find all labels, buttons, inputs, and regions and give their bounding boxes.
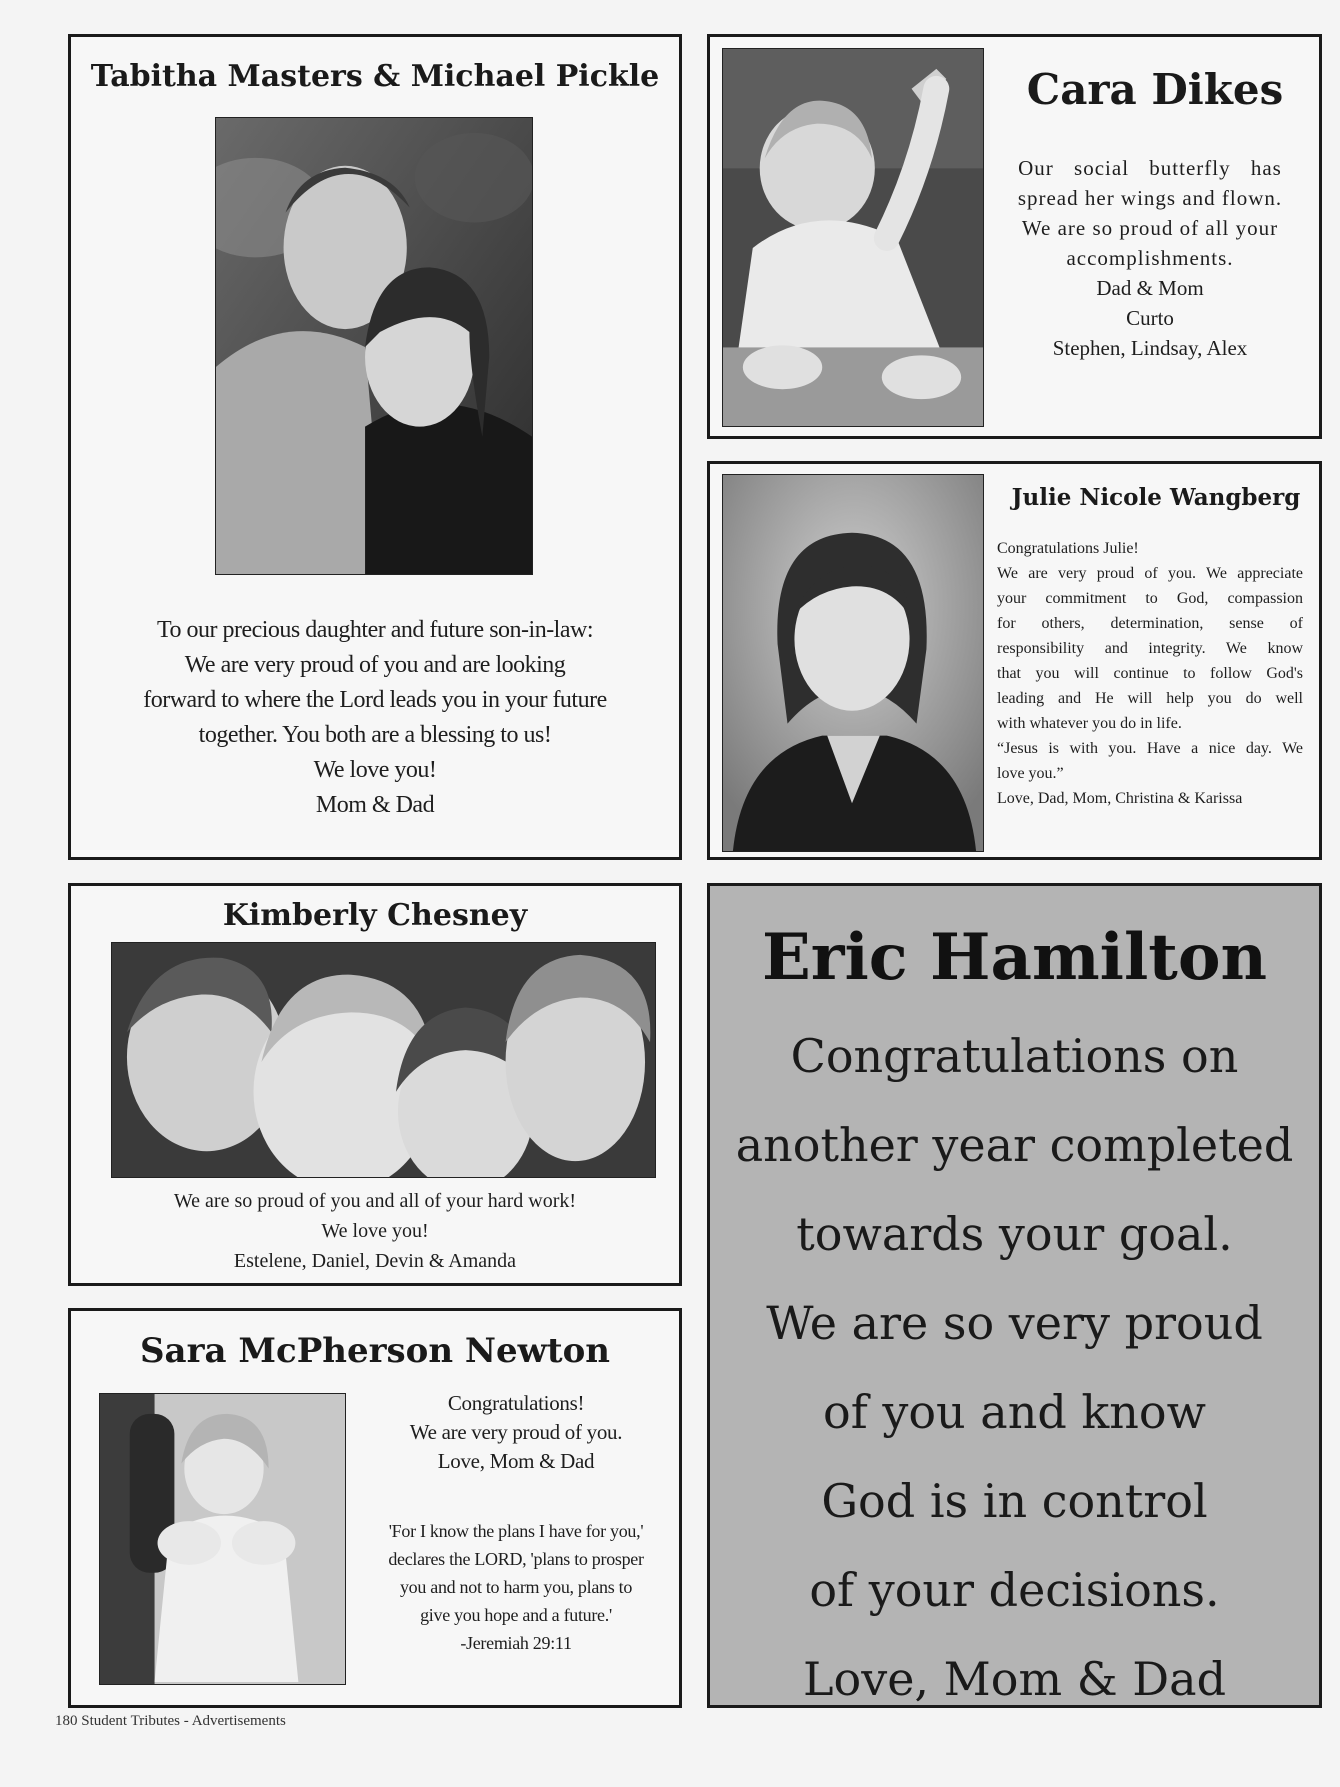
tribute-message [71,1186,679,1276]
tribute-message [997,536,1303,811]
message-line: Dad & Mom [1096,276,1204,300]
verse-line: you and not to harm you, plans to [399,1577,633,1597]
message-line: God is in control [821,1474,1208,1528]
message-line: Stephen, Lindsay, Alex [1052,336,1248,360]
tribute-message [710,1012,1319,1724]
tribute-message [91,613,659,823]
verse-line: -Jeremiah 29:11 [460,1633,572,1653]
message-line: together. You both are a blessing to us! [198,722,552,748]
message-line: of your decisions. [809,1563,1220,1617]
tribute-name: Cara Dikes [1026,65,1284,114]
tribute-julie-wangberg [707,461,1322,860]
message-line: Love, Mom & Dad [802,1652,1227,1706]
baby-photo [722,48,984,427]
family-photo [111,942,656,1178]
message-line: your commitment to God, compassion [997,590,1303,607]
message-line: We are so proud of you and all of your hard work! [173,1190,577,1212]
message-line: Congratulations Julie! [997,540,1139,557]
message-line: towards your goal. [796,1207,1233,1261]
portrait-photo [722,474,984,852]
message-line: Mom & Dad [315,792,435,818]
tribute-name: Tabitha Masters & Michael Pickle [90,59,660,94]
message-line: We are very proud of you. [409,1420,623,1444]
message-line: Our social butterfly has [1018,156,1282,180]
message-line: that you will continue to follow God's [997,665,1303,682]
message-line: leading and He will help you do well [997,690,1303,707]
message-line: We are very proud of you and are looking [184,652,566,678]
bible-verse [371,1517,661,1657]
message-line: forward to where the Lord leads you in your future [143,687,607,713]
message-line: another year completed [735,1118,1294,1172]
message-line: with whatever you do in life. [997,715,1182,732]
message-line: love you.” [997,765,1064,782]
tribute-name: Sara McPherson Newton [140,1331,610,1371]
tribute-message [1000,153,1300,363]
tribute-message [371,1389,661,1476]
page-footer: 180 Student Tributes - Advertisements [55,1713,286,1729]
tribute-name: Kimberly Chesney [222,898,528,933]
tribute-name: Julie Nicole Wangberg [1011,484,1301,511]
child-photo [99,1393,346,1685]
message-line: Estelene, Daniel, Devin & Amanda [233,1250,517,1272]
verse-line: 'For I know the plans I have for you,' [388,1521,644,1541]
message-line: Congratulations on [790,1029,1239,1083]
message-line: We love you! [321,1220,429,1242]
message-line: “Jesus is with you. Have a nice day. We [997,740,1303,757]
message-line: Curto [1126,306,1174,330]
message-line: We love you! [313,757,437,783]
message-line: responsibility and integrity. We know [997,640,1303,657]
couple-photo [215,117,533,575]
tribute-name: Eric Hamilton [761,920,1268,995]
message-line: Congratulations! [447,1391,585,1415]
message-line: for others, determination, sense of [997,615,1303,632]
message-line: Love, Dad, Mom, Christina & Karissa [997,790,1243,807]
message-line: To our precious daughter and future son-in-law: [156,617,593,643]
verse-line: declares the LORD, 'plans to prosper [388,1549,644,1569]
message-line: We are very proud of you. We appreciate [997,565,1303,582]
tribute-kimberly-chesney [68,883,682,1286]
message-line: Love, Mom & Dad [437,1449,595,1473]
tribute-eric-hamilton [707,883,1322,1708]
message-line: We are so very proud [766,1296,1263,1350]
tribute-tabitha-michael [68,34,682,860]
message-line: of you and know [823,1385,1206,1439]
tribute-cara-dikes [707,34,1322,439]
message-line: spread her wings and flown. [1017,186,1283,210]
verse-line: give you hope and a future.' [420,1605,612,1625]
message-line: accomplishments. [1066,246,1234,270]
message-line: We are so proud of all your [1021,216,1279,240]
tribute-sara-newton [68,1308,682,1708]
